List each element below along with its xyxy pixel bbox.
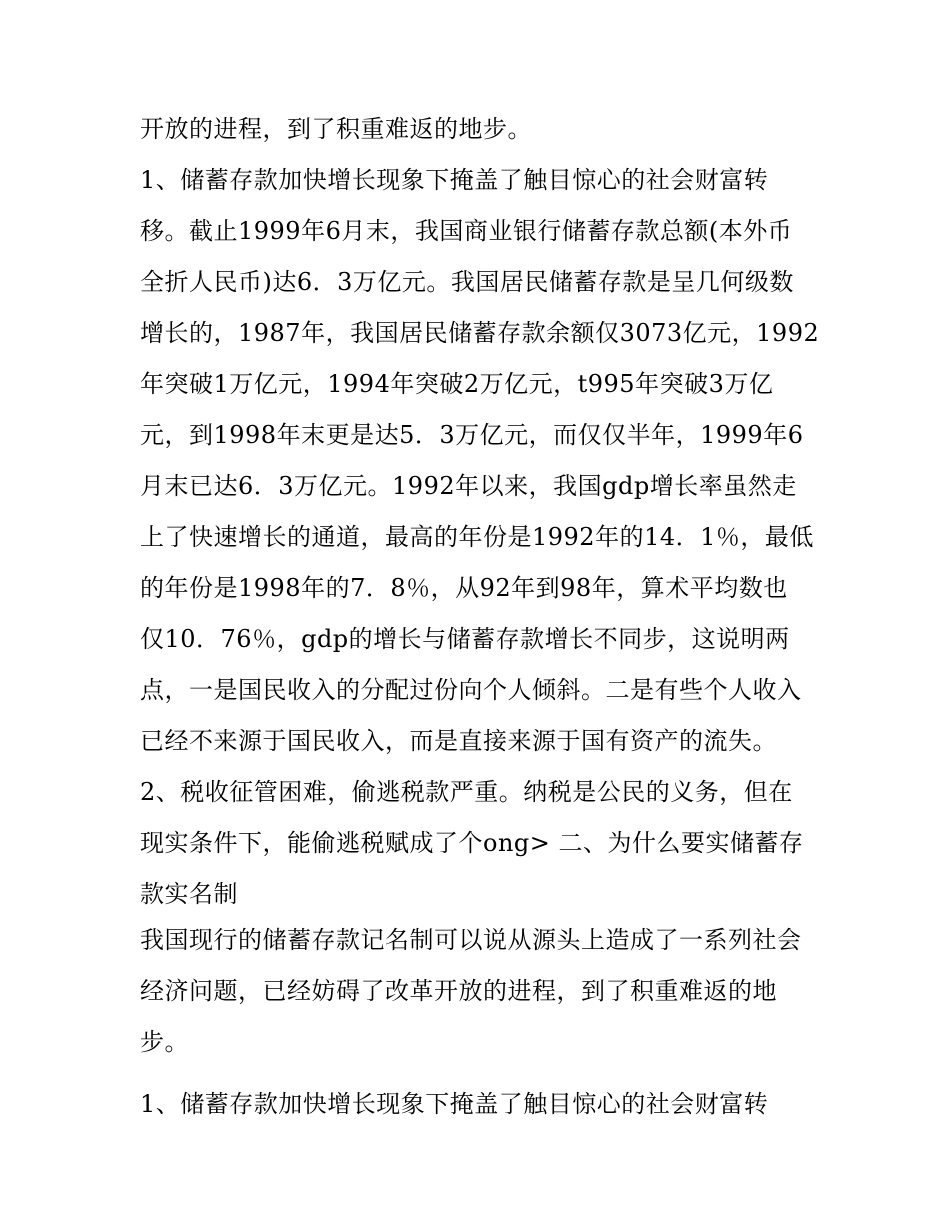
text-line: 开放的进程，到了积重难返的地步。 (140, 115, 532, 143)
text-line: 全折人民币)达6．3万亿元。我国居民储蓄存款是呈几何级数 (140, 268, 794, 296)
text-line: 我国现行的储蓄存款记名制可以说从源头上造成了一系列社会 (140, 926, 802, 954)
text-line: 的年份是1998年的7．8％，从92年到98年，算术平均数也 (140, 574, 788, 602)
text-line: 1、储蓄存款加快增长现象下掩盖了触目惊心的社会财富转 (140, 166, 769, 194)
text-line: 仅10．76％，gdp的增长与储蓄存款增长不同步，这说明两 (140, 625, 790, 653)
text-line: 现实条件下，能偷逃税赋成了个ong> 二、为什么要实储蓄存 (140, 829, 804, 857)
text-line: 元，到1998年末更是达5．3万亿元，而仅仅半年，1999年6 (140, 421, 804, 449)
text-line: 经济问题，已经妨碍了改革开放的进程，到了积重难返的地 (140, 977, 777, 1005)
text-line: 年突破1万亿元，1994年突破2万亿元，t995年突破3万亿 (140, 370, 774, 398)
text-line: 2、税收征管困难，偷逃税款严重。纳税是公民的义务，但在 (140, 778, 793, 806)
text-line: 已经不来源于国民收入，而是直接来源于国有资产的流失。 (140, 727, 777, 755)
text-line: 点，一是国民收入的分配过份向个人倾斜。二是有些个人收入 (140, 676, 802, 704)
text-line: 1、储蓄存款加快增长现象下掩盖了触目惊心的社会财富转 (140, 1090, 769, 1118)
text-line: 增长的，1987年，我国居民储蓄存款余额仅3073亿元，1992 (140, 319, 820, 347)
document-body (140, 108, 820, 1134)
text-line: 上了快速增长的通道，最高的年份是1992年的14．1％，最低 (140, 523, 814, 551)
text-line: 移。截止1999年6月末，我国商业银行储蓄存款总额(本外币 (140, 217, 793, 245)
text-line: 步。 (140, 1028, 189, 1056)
text-line: 款实名制 (140, 880, 238, 908)
text-line: 月末已达6．3万亿元。1992年以来，我国gdp增长率虽然走 (140, 472, 797, 500)
